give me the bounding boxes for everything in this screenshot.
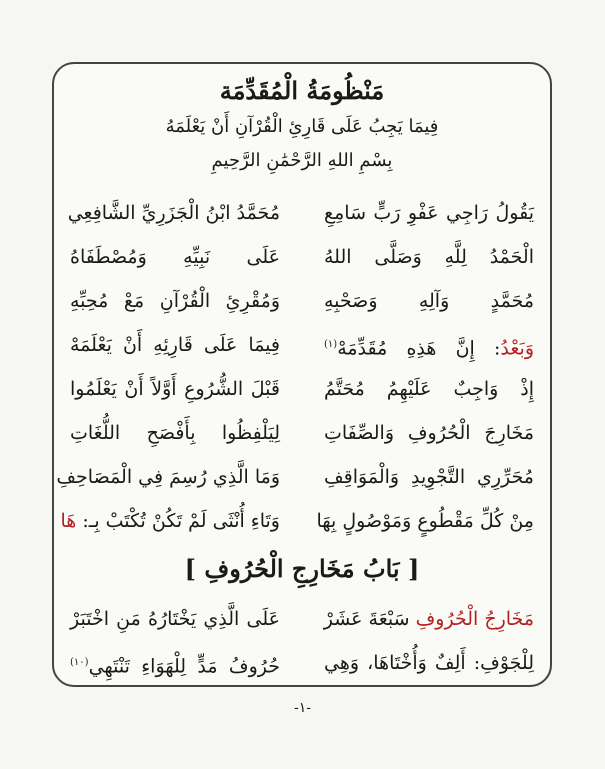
chapter-verse-1 — [70, 604, 534, 634]
verse-second-hemistich — [60, 506, 280, 536]
verse-red-word: هَا — [60, 510, 77, 532]
verse-text: وَتَاءِ أُنْثَى لَمْ تَكُنْ تُكْتَبْ بِـ: — [82, 510, 280, 532]
verse-first-hemistich: إِذْ وَاجِبٌ عَلَيْهِمُ مُحَتَّمُ — [324, 378, 534, 400]
page-frame — [52, 62, 552, 687]
verse-first-hemistich: الْحَمْدُ لِلَّهِ وَصَلَّى اللهُ — [324, 246, 534, 268]
verse-second-hemistich: عَلَى الَّذِي يَخْتَارُهُ مَنِ اخْتَبَرْ — [70, 608, 280, 630]
poem-title: مَنْظُومَةُ الْمُقَدِّمَة — [219, 76, 385, 105]
verse-4 — [70, 330, 534, 360]
basmala: بِسْمِ اللهِ الرَّحْمَٰنِ الرَّحِيمِ — [211, 150, 393, 171]
verse-5 — [70, 374, 534, 404]
verse-2 — [70, 242, 534, 272]
chapter-verse-2 — [70, 648, 534, 678]
verse-3 — [70, 286, 534, 316]
verse-first-hemistich: لِلْجَوْفِ: أَلِفٌ وَأُخْتَاهَا، وَهِي — [324, 652, 534, 674]
verse-first-hemistich: مُحَمَّدٍ وَآلِهِ وَصَحْبِهِ — [324, 290, 534, 312]
verse-text: : إِنَّ هَذِهِ مُقَدِّمَهْ — [337, 337, 501, 360]
verse-first-hemistich: مُحَرِّرِي التَّجْوِيدِ وَالْمَوَاقِفِ — [324, 466, 534, 488]
verse-red-word: مَخَارِجُ الْحُرُوفِ — [415, 608, 534, 630]
verse-second-hemistich: لِيَلْفِظُوا بِأَفْصَحِ اللُّغَاتِ — [70, 422, 280, 444]
verse-red-word: وَبَعْدُ — [500, 337, 534, 360]
verse-8 — [60, 506, 534, 536]
verse-second-hemistich: وَمَا الَّذِي رُسِمَ فِي الْمَصَاحِفِ — [56, 466, 280, 488]
verse-first-hemistich: يَقُولُ رَاجِي عَفْوِ رَبٍّ سَامِعِ — [324, 202, 534, 224]
verse-second-hemistich: مُحَمَّدُ ابْنُ الْجَزَرِيِّ الشَّافِعِي — [67, 202, 280, 224]
verse-second-hemistich — [70, 648, 280, 681]
verse-1 — [67, 198, 534, 228]
verse-first-hemistich — [324, 604, 534, 634]
verse-first-hemistich: مِنْ كُلِّ مَقْطُوعٍ وَمَوْصُولٍ بِهَا — [316, 510, 534, 532]
verse-7 — [56, 462, 534, 492]
verse-second-hemistich: عَلَى نَبِيِّهِ وَمُصْطَفَاهُ — [70, 246, 280, 268]
chapter-title: [ بَابُ مَخَارِجِ الْحُرُوفِ ] — [184, 554, 420, 583]
page-number: -١- — [294, 700, 311, 716]
verse-text: سَبْعَةَ عَشَرْ — [323, 608, 410, 630]
verse-first-hemistich: مَخَارِجَ الْحُرُوفِ وَالصِّفَاتِ — [324, 422, 534, 444]
verse-first-hemistich — [324, 330, 534, 363]
verse-text: حُرُوفُ مَدٍّ لِلْهَوَاءِ تَنْتَهِي — [88, 655, 280, 678]
verse-6 — [70, 418, 534, 448]
verse-second-hemistich: فِيمَا عَلَى قَارِئِهِ أَنْ يَعْلَمَهْ — [70, 334, 280, 356]
poem-subtitle: فِيمَا يَجِبُ عَلَى قَارِئِ الْقُرْآنِ أَنْ يَعْلَمَهُ — [165, 116, 439, 137]
verse-second-hemistich: قَبْلَ الشُّرُوعِ أَوَّلاً أَنْ يَعْلَمُوا — [70, 378, 280, 400]
verse-second-hemistich: وَمُقْرِئِ الْقُرْآنِ مَعْ مُحِبِّهِ — [70, 290, 280, 312]
footnote-marker: (١) — [324, 339, 338, 350]
footnote-marker: (١٠) — [70, 657, 89, 668]
